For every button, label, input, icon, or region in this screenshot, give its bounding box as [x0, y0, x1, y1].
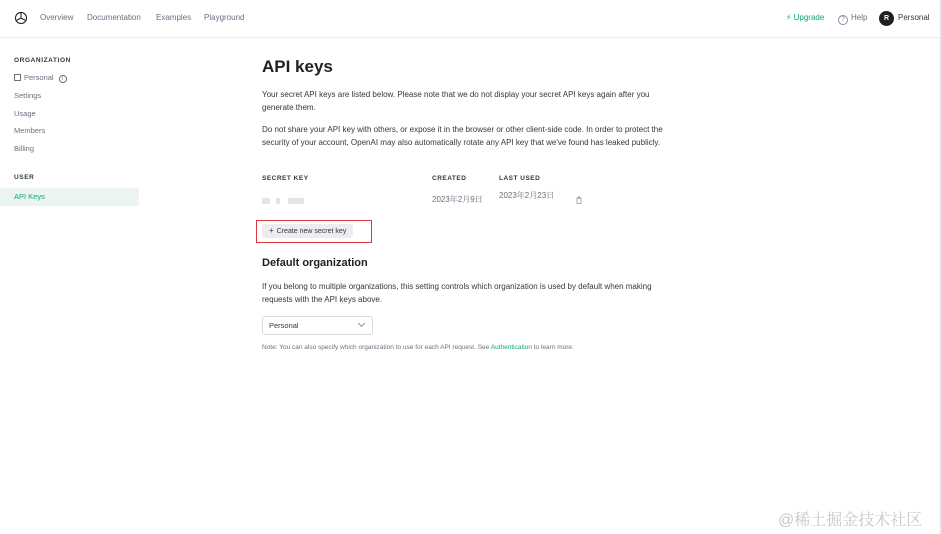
watermark: @稀土掘金技术社区: [778, 512, 923, 529]
openai-logo-icon[interactable]: [14, 11, 28, 25]
avatar[interactable]: R: [879, 11, 894, 26]
warning-paragraph: Do not share your API key with others, or expose it in the browser or other client-side code. In order to protect the security of your account, OpenAI may also automatically rotate any API key that we've found has leaked publicly.: [262, 125, 663, 147]
help-label: Help: [851, 13, 868, 22]
organization-select-value: Personal: [269, 321, 299, 330]
redacted-key-segment: [262, 198, 270, 204]
redacted-key-segment: [288, 198, 304, 204]
organization-select[interactable]: [262, 316, 373, 335]
lightning-icon: ⚡: [786, 13, 792, 22]
sidebar-heading-user: USER: [14, 174, 35, 181]
user-menu-label[interactable]: Personal: [898, 13, 930, 22]
upgrade-link[interactable]: [786, 13, 824, 22]
trash-icon[interactable]: [576, 196, 582, 204]
nav-overview-link[interactable]: Overview: [40, 13, 74, 22]
authentication-link[interactable]: Authentication: [490, 344, 532, 351]
nav-documentation-link[interactable]: Documentation: [87, 13, 141, 22]
organization-note: [262, 344, 574, 351]
upgrade-label: Upgrade: [793, 13, 825, 22]
info-icon[interactable]: i: [59, 75, 67, 83]
sidebar-org-name: Personal: [24, 73, 54, 82]
column-header-last-used: LAST USED: [499, 175, 541, 182]
redacted-key-segment: [276, 198, 280, 204]
create-button-label: Create new secret key: [276, 228, 347, 235]
sidebar-item-api-keys[interactable]: API Keys: [0, 188, 139, 206]
default-organization-description: If you belong to multiple organizations, this setting controls which organization is used by default when making requests with the API keys above.: [262, 282, 652, 304]
top-navigation: [0, 0, 942, 38]
key-last-used-date: 2023年2月23日: [499, 191, 555, 200]
intro-paragraph: Your secret API keys are listed below. Please note that we do not display your secret API keys again after you generate them.: [262, 90, 650, 112]
question-circle-icon: ?: [838, 15, 848, 25]
sidebar-heading-organization: ORGANIZATION: [14, 57, 71, 64]
column-header-created: CREATED: [432, 175, 467, 182]
sidebar-item-usage[interactable]: Usage: [14, 109, 36, 118]
note-suffix: to learn more.: [533, 344, 574, 351]
sidebar-item-members[interactable]: Members: [14, 126, 46, 135]
note-prefix: Note: You can also specify which organization to use for each API request. See: [262, 344, 490, 351]
page-title: API keys: [262, 57, 333, 76]
sidebar-item-settings[interactable]: Settings: [14, 91, 42, 100]
building-icon: [14, 74, 21, 81]
help-link[interactable]: [838, 13, 867, 25]
nav-playground-link[interactable]: Playground: [204, 13, 245, 22]
chevron-down-icon: [358, 320, 365, 327]
key-created-date: 2023年2月9日: [432, 195, 483, 204]
nav-examples-link[interactable]: Examples: [156, 13, 192, 22]
default-organization-title: Default organization: [262, 257, 368, 269]
highlight-annotation-box: [256, 220, 372, 243]
column-header-secret-key: SECRET KEY: [262, 175, 309, 182]
sidebar: [0, 38, 140, 534]
sidebar-item-billing[interactable]: Billing: [14, 144, 35, 153]
sidebar-org-selector[interactable]: [14, 73, 67, 83]
plus-icon: +: [269, 226, 274, 235]
